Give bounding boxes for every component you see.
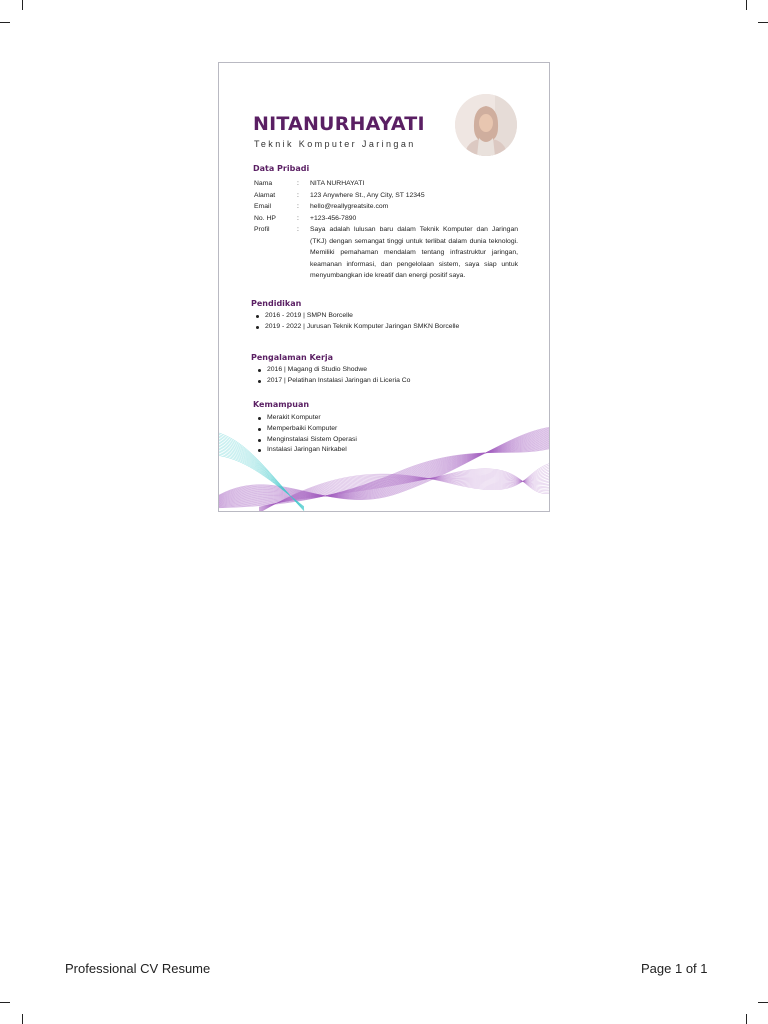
- crop-mark-bottom-left-h: [0, 1002, 10, 1003]
- footer-page-number: Page 1 of 1: [641, 961, 708, 976]
- cv-sheet: [218, 62, 550, 512]
- cv-subtitle: Teknik Komputer Jaringan: [254, 139, 416, 149]
- crop-mark-bottom-left-v: [22, 1014, 23, 1024]
- wave-line: [219, 432, 550, 498]
- crop-mark-top-left-v: [22, 0, 23, 10]
- decorative-wave-lines: [219, 423, 550, 512]
- crop-mark-top-right-v: [746, 0, 747, 10]
- personal-label: Alamat: [254, 191, 276, 199]
- personal-separator: :: [297, 203, 299, 210]
- list-item: Memperbaiki Komputer: [257, 424, 357, 435]
- personal-value: +123-456-7890: [310, 214, 357, 222]
- personal-row-email: [254, 201, 519, 212]
- personal-label: Nama: [254, 180, 273, 187]
- footer-document-title: Professional CV Resume: [65, 961, 211, 976]
- personal-row-name: [254, 178, 519, 189]
- section-title-education: Pendidikan: [251, 299, 302, 308]
- list-item: Instalasi Jaringan Nirkabel: [257, 445, 357, 456]
- crop-mark-top-left-h: [0, 22, 10, 23]
- personal-value: NITA NURHAYATI: [310, 180, 365, 187]
- experience-list: [257, 365, 410, 387]
- personal-row-profile: [254, 224, 519, 296]
- section-title-personal: Data Pribadi: [253, 164, 310, 173]
- section-title-experience: Pengalaman Kerja: [251, 353, 334, 362]
- list-item: 2017 | Pelatihan Instalasi Jaringan di Liceria Co: [257, 376, 410, 387]
- personal-row-address: [254, 190, 519, 201]
- cv-name: NITANURHAYATI: [253, 113, 425, 135]
- personal-separator: :: [297, 191, 299, 199]
- list-item: 2016 - 2019 | SMPN Borcelle: [255, 311, 459, 322]
- personal-value: 123 Anywhere St., Any City, ST 12345: [310, 191, 425, 199]
- crop-mark-top-right-h: [758, 22, 768, 23]
- personal-separator: :: [297, 226, 299, 233]
- section-title-skills: Kemampuan: [253, 400, 310, 409]
- personal-label: Profil: [254, 226, 270, 233]
- list-item: Merakit Komputer: [257, 413, 357, 424]
- list-item: 2016 | Magang di Studio Shodwe: [257, 365, 410, 376]
- list-item: 2019 - 2022 | Jurusan Teknik Komputer Jaringan SMKN Borcelle: [255, 322, 459, 333]
- profile-photo: [455, 94, 517, 156]
- crop-mark-bottom-right-v: [746, 1014, 747, 1024]
- personal-label: No. HP: [254, 214, 276, 222]
- personal-separator: :: [297, 180, 299, 187]
- profile-paragraph: Saya adalah lulusan baru dalam Teknik Komputer dan Jaringan (TKJ) dengan semangat tinggi untuk terlibat dalam dunia teknologi. Memiliki pemahaman mendalam tentang infrastruktur jaringan, keamanan informasi, dan pengelolaan sistem, saya siap untuk menyumbangkan ide kreatif dan energi positif saya.: [310, 226, 518, 280]
- personal-separator: :: [297, 214, 299, 222]
- list-item: Menginstalasi Sistem Operasi: [257, 435, 357, 446]
- personal-value: hello@reallygreatsite.com: [310, 203, 389, 210]
- education-list: [255, 311, 459, 333]
- personal-row-phone: [254, 213, 519, 224]
- personal-label: Email: [254, 203, 271, 210]
- crop-mark-bottom-right-h: [758, 1002, 768, 1003]
